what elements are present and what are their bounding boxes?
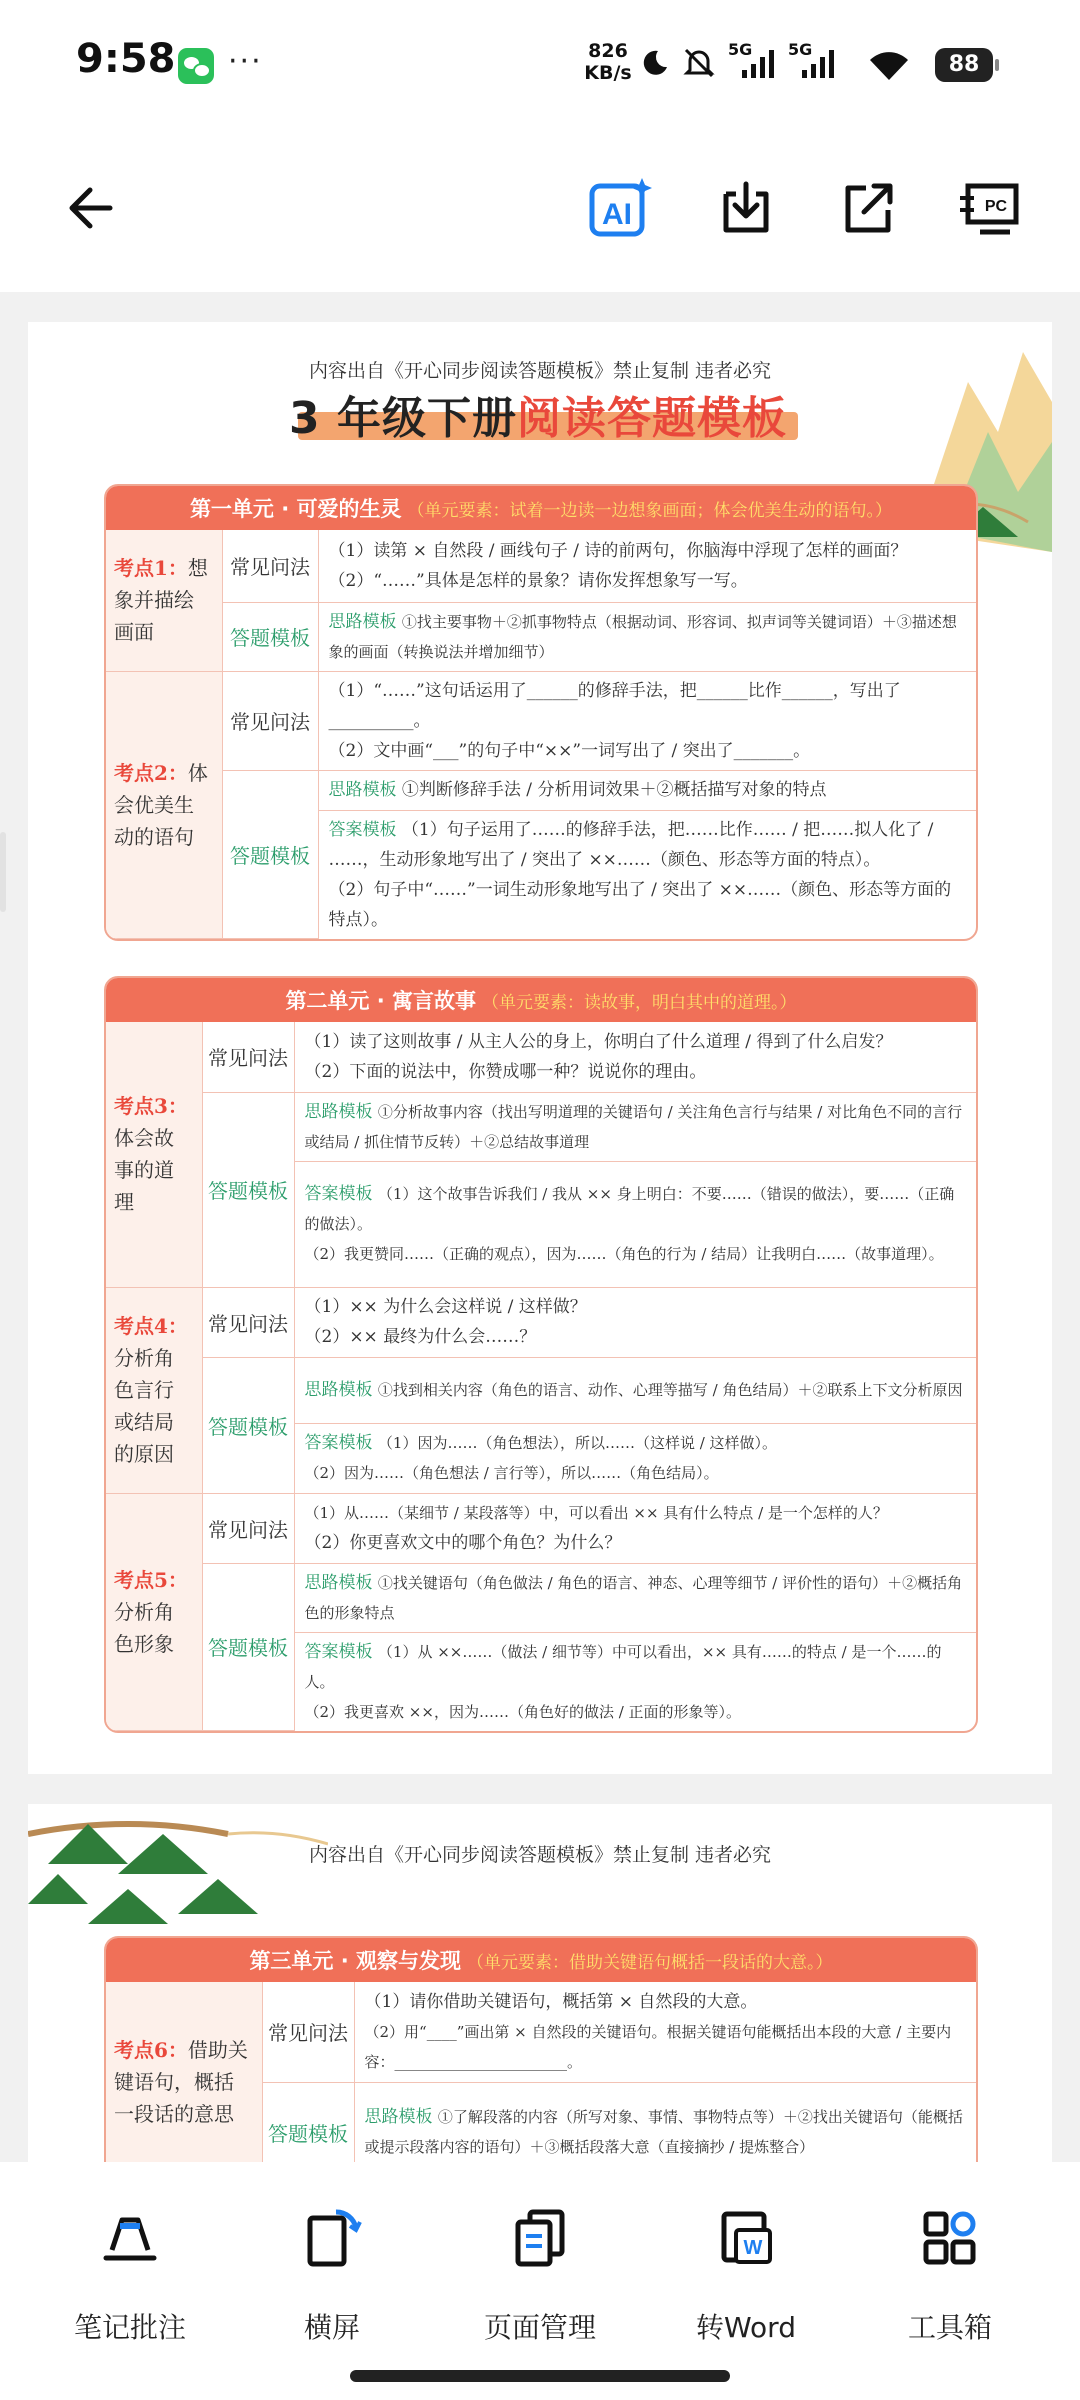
signal1-icon	[740, 48, 778, 80]
back-button[interactable]	[56, 176, 120, 240]
top-toolbar	[0, 150, 1080, 270]
common-questions: （1）读了这则故事 / 从主人公的身上，你明白了什么道理 / 得到了什么启发？ （2）下面的说法中，你赞成哪一种？说说你的理由。	[294, 1022, 976, 1092]
answer-template-label: 答题模板	[202, 1357, 294, 1493]
word-convert-icon	[714, 2206, 778, 2270]
mute-bell-icon	[682, 46, 716, 80]
pdf-page-1	[28, 322, 1052, 1774]
sim1-label: 5G	[728, 40, 753, 59]
download-icon	[716, 178, 776, 238]
unit-2-header	[106, 978, 976, 1022]
key-point-6: 考点6：借助关键语句，概括一段话的意思	[106, 1982, 262, 2162]
unit-3-header	[106, 1938, 976, 1982]
toolbox-grid-icon	[918, 2206, 982, 2270]
answer-template: 答案模板 （1）从 ××……（做法 / 细节等）中可以看出，×× 具有……的特点 / 是一个……的人。 （2）我更喜欢 ××，因为……（角色好的做法 / 正面的形象等）。	[294, 1632, 976, 1731]
status-time: 9:58	[76, 36, 176, 82]
thinking-template: 思路模板 ①了解段落的内容（所写对象、事情、事物特点等）＋②找出关键语句（能概括或提示段落内容的语句）＋③概括段落大意（直接摘抄 / 提炼整合）	[354, 2082, 976, 2162]
key-point-4: 考点4：分析角色言行或结局的原因	[106, 1287, 202, 1493]
thinking-template: 思路模板 ①找关键语句（角色做法 / 角色的语言、神态、心理等细节 / 评价性的语句）＋②概括角色的形象特点	[294, 1563, 976, 1632]
network-speed-unit: KB/s	[584, 62, 632, 84]
unit-requirement: （单元要素：试着一边读一边想象画面；体会优美生动的语句。）	[407, 500, 893, 521]
unit-3-table	[104, 1936, 978, 2162]
pc-view-button[interactable]	[958, 176, 1022, 240]
more-notifications-icon: ···	[228, 44, 263, 79]
key-point-2: 考点2：体会优美生动的语句	[106, 671, 222, 939]
pdf-page-2	[28, 1804, 1052, 2162]
svg-text:W: W	[743, 2237, 763, 2259]
unit-requirement: （单元要素：读故事，明白其中的道理。）	[482, 992, 797, 1013]
nav-label: 工具箱	[907, 2311, 992, 2344]
wifi-icon	[866, 48, 912, 82]
moon-icon	[640, 48, 670, 78]
nav-label: 笔记批注	[73, 2311, 186, 2344]
common-questions: （1）×× 为什么会这样说 / 这样做？ （2）×× 最终为什么会……？	[294, 1287, 976, 1357]
thinking-template: 思路模板 ①找到相关内容（角色的语言、动作、心理等描写 / 角色结局）＋②联系上下文分析原因	[294, 1357, 976, 1423]
nav-page-manage[interactable]	[470, 2206, 610, 2356]
key-point-5: 考点5：分析角色形象	[106, 1493, 202, 1731]
doc-title-main: 3 年级下册	[289, 393, 517, 444]
answer-template-label: 答题模板	[222, 770, 318, 939]
common-questions-label: 常见问法	[222, 671, 318, 770]
common-questions-label: 常见问法	[202, 1493, 294, 1563]
common-questions: （1）“……”这句话运用了______的修辞手法，把______比作______，写出了__________。 （2）文中画“___”的句子中“××”一词写出了 / 突出了_______。	[318, 671, 976, 770]
common-questions: （1）读第 × 自然段 / 画线句子 / 诗的前两句，你脑海中浮现了怎样的画面？ （2）“……”具体是怎样的景象？请你发挥想象写一写。	[318, 530, 976, 602]
thinking-template: 思路模板 ①分析故事内容（找出写明道理的关键语句 / 关注角色言行与结果 / 对比角色不同的言行或结局 / 抓住情节反转）＋②总结故事道理	[294, 1092, 976, 1161]
common-questions: （1）从……（某细节 / 某段落等）中，可以看出 ×× 具有什么特点 / 是一个怎样的人？ （2）你更喜欢文中的哪个角色？为什么？	[294, 1493, 976, 1563]
unit-2-table	[104, 976, 978, 1733]
ai-assistant-button[interactable]	[588, 176, 652, 240]
nav-label: 页面管理	[483, 2311, 596, 2344]
answer-template: 答案模板 （1）因为……（角色想法），所以……（这样说 / 这样做）。 （2）因为……（角色想法 / 言行等），所以……（角色结局）。	[294, 1423, 976, 1493]
common-questions-label: 常见问法	[262, 1982, 354, 2082]
thinking-template: 思路模板 ①判断修辞手法 / 分析用词效果＋②概括描写对象的特点	[318, 770, 976, 810]
svg-text:AI: AI	[602, 198, 632, 231]
copyright-notice: 内容出自《开心同步阅读答题模板》禁止复制 违者必究	[308, 360, 772, 382]
unit-1-header	[106, 486, 976, 530]
doc-title-block	[278, 382, 798, 452]
sim2-label: 5G	[788, 40, 813, 59]
share-button[interactable]	[836, 176, 900, 240]
common-questions-label: 常见问法	[202, 1287, 294, 1357]
download-button[interactable]	[714, 176, 778, 240]
answer-template-label: 答题模板	[222, 602, 318, 671]
nav-label: 转Word	[696, 2311, 796, 2344]
unit-1-table	[104, 484, 978, 941]
svg-text:PC: PC	[984, 198, 1008, 215]
network-speed	[584, 40, 632, 84]
unit-title: 第一单元 · 可爱的生灵	[189, 497, 402, 521]
battery-indicator: 88	[935, 48, 993, 82]
thinking-template: 思路模板 ①找主要事物＋②抓事物特点（根据动词、形容词、拟声词等关键词语）＋③描述想象的画面（转换说法并增加细节）	[318, 602, 976, 671]
key-point-3: 考点3：体会故事的道理	[106, 1022, 202, 1287]
status-bar	[0, 0, 1080, 120]
unit-title: 第三单元 · 观察与发现	[249, 1949, 462, 1973]
pc-display-icon	[958, 178, 1022, 238]
back-arrow-icon	[60, 180, 116, 236]
wechat-notification-icon	[178, 48, 214, 84]
home-indicator[interactable]	[350, 2370, 730, 2382]
ai-sparkle-icon	[588, 176, 652, 240]
nav-toolbox[interactable]	[880, 2206, 1020, 2356]
key-point-1: 考点1：想象并描绘画面	[106, 530, 222, 671]
doc-title-accent: 阅读答题模板	[516, 393, 787, 444]
common-questions: （1）请你借助关键语句，概括第 × 自然段的大意。 （2）用“____”画出第 × 自然段的关键语句。根据关键语句能概括出本段的大意 / 主要内容：_______________________。	[354, 1982, 976, 2082]
rotate-landscape-icon	[300, 2206, 364, 2270]
document-viewer[interactable]	[0, 292, 1080, 2162]
answer-template-label: 答题模板	[202, 1092, 294, 1287]
nav-landscape[interactable]	[262, 2206, 402, 2356]
common-questions-label: 常见问法	[202, 1022, 294, 1092]
annotate-pen-icon	[98, 2206, 162, 2270]
answer-template: 答案模板 （1）句子运用了……的修辞手法，把……比作…… / 把……拟人化了 / ……，生动形象地写出了 / 突出了 ××……（颜色、形态等方面的特点）。 （2）句子中“……”一词生动形象地写出了 / 突出了 ××……（颜色、形态等方面的特点）。	[318, 810, 976, 939]
answer-template: 答案模板 （1）这个故事告诉我们 / 我从 ×× 身上明白：不要……（错误的做法），要……（正确的做法）。 （2）我更赞同……（正确的观点），因为……（角色的行为 / 结局）让我明白……（故事道理）。	[294, 1161, 976, 1287]
nav-annotate[interactable]	[60, 2206, 200, 2356]
bottom-navigation	[0, 2162, 1080, 2400]
answer-template-label: 答题模板	[202, 1563, 294, 1731]
common-questions-label: 常见问法	[222, 530, 318, 602]
unit-title: 第二单元 · 寓言故事	[285, 989, 477, 1013]
scroll-handle[interactable]	[0, 832, 6, 912]
copyright-notice: 内容出自《开心同步阅读答题模板》禁止复制 违者必究	[308, 1844, 772, 1866]
nav-to-word[interactable]	[676, 2206, 816, 2356]
share-icon	[838, 178, 898, 238]
answer-template-label: 答题模板	[262, 2082, 354, 2162]
doc-title	[278, 382, 798, 446]
unit-requirement: （单元要素：借助关键语句概括一段话的大意。）	[467, 1952, 833, 1973]
nav-label: 横屏	[303, 2311, 360, 2344]
signal2-icon	[800, 48, 838, 80]
network-speed-value: 826	[588, 40, 628, 62]
page-manage-icon	[508, 2206, 572, 2270]
